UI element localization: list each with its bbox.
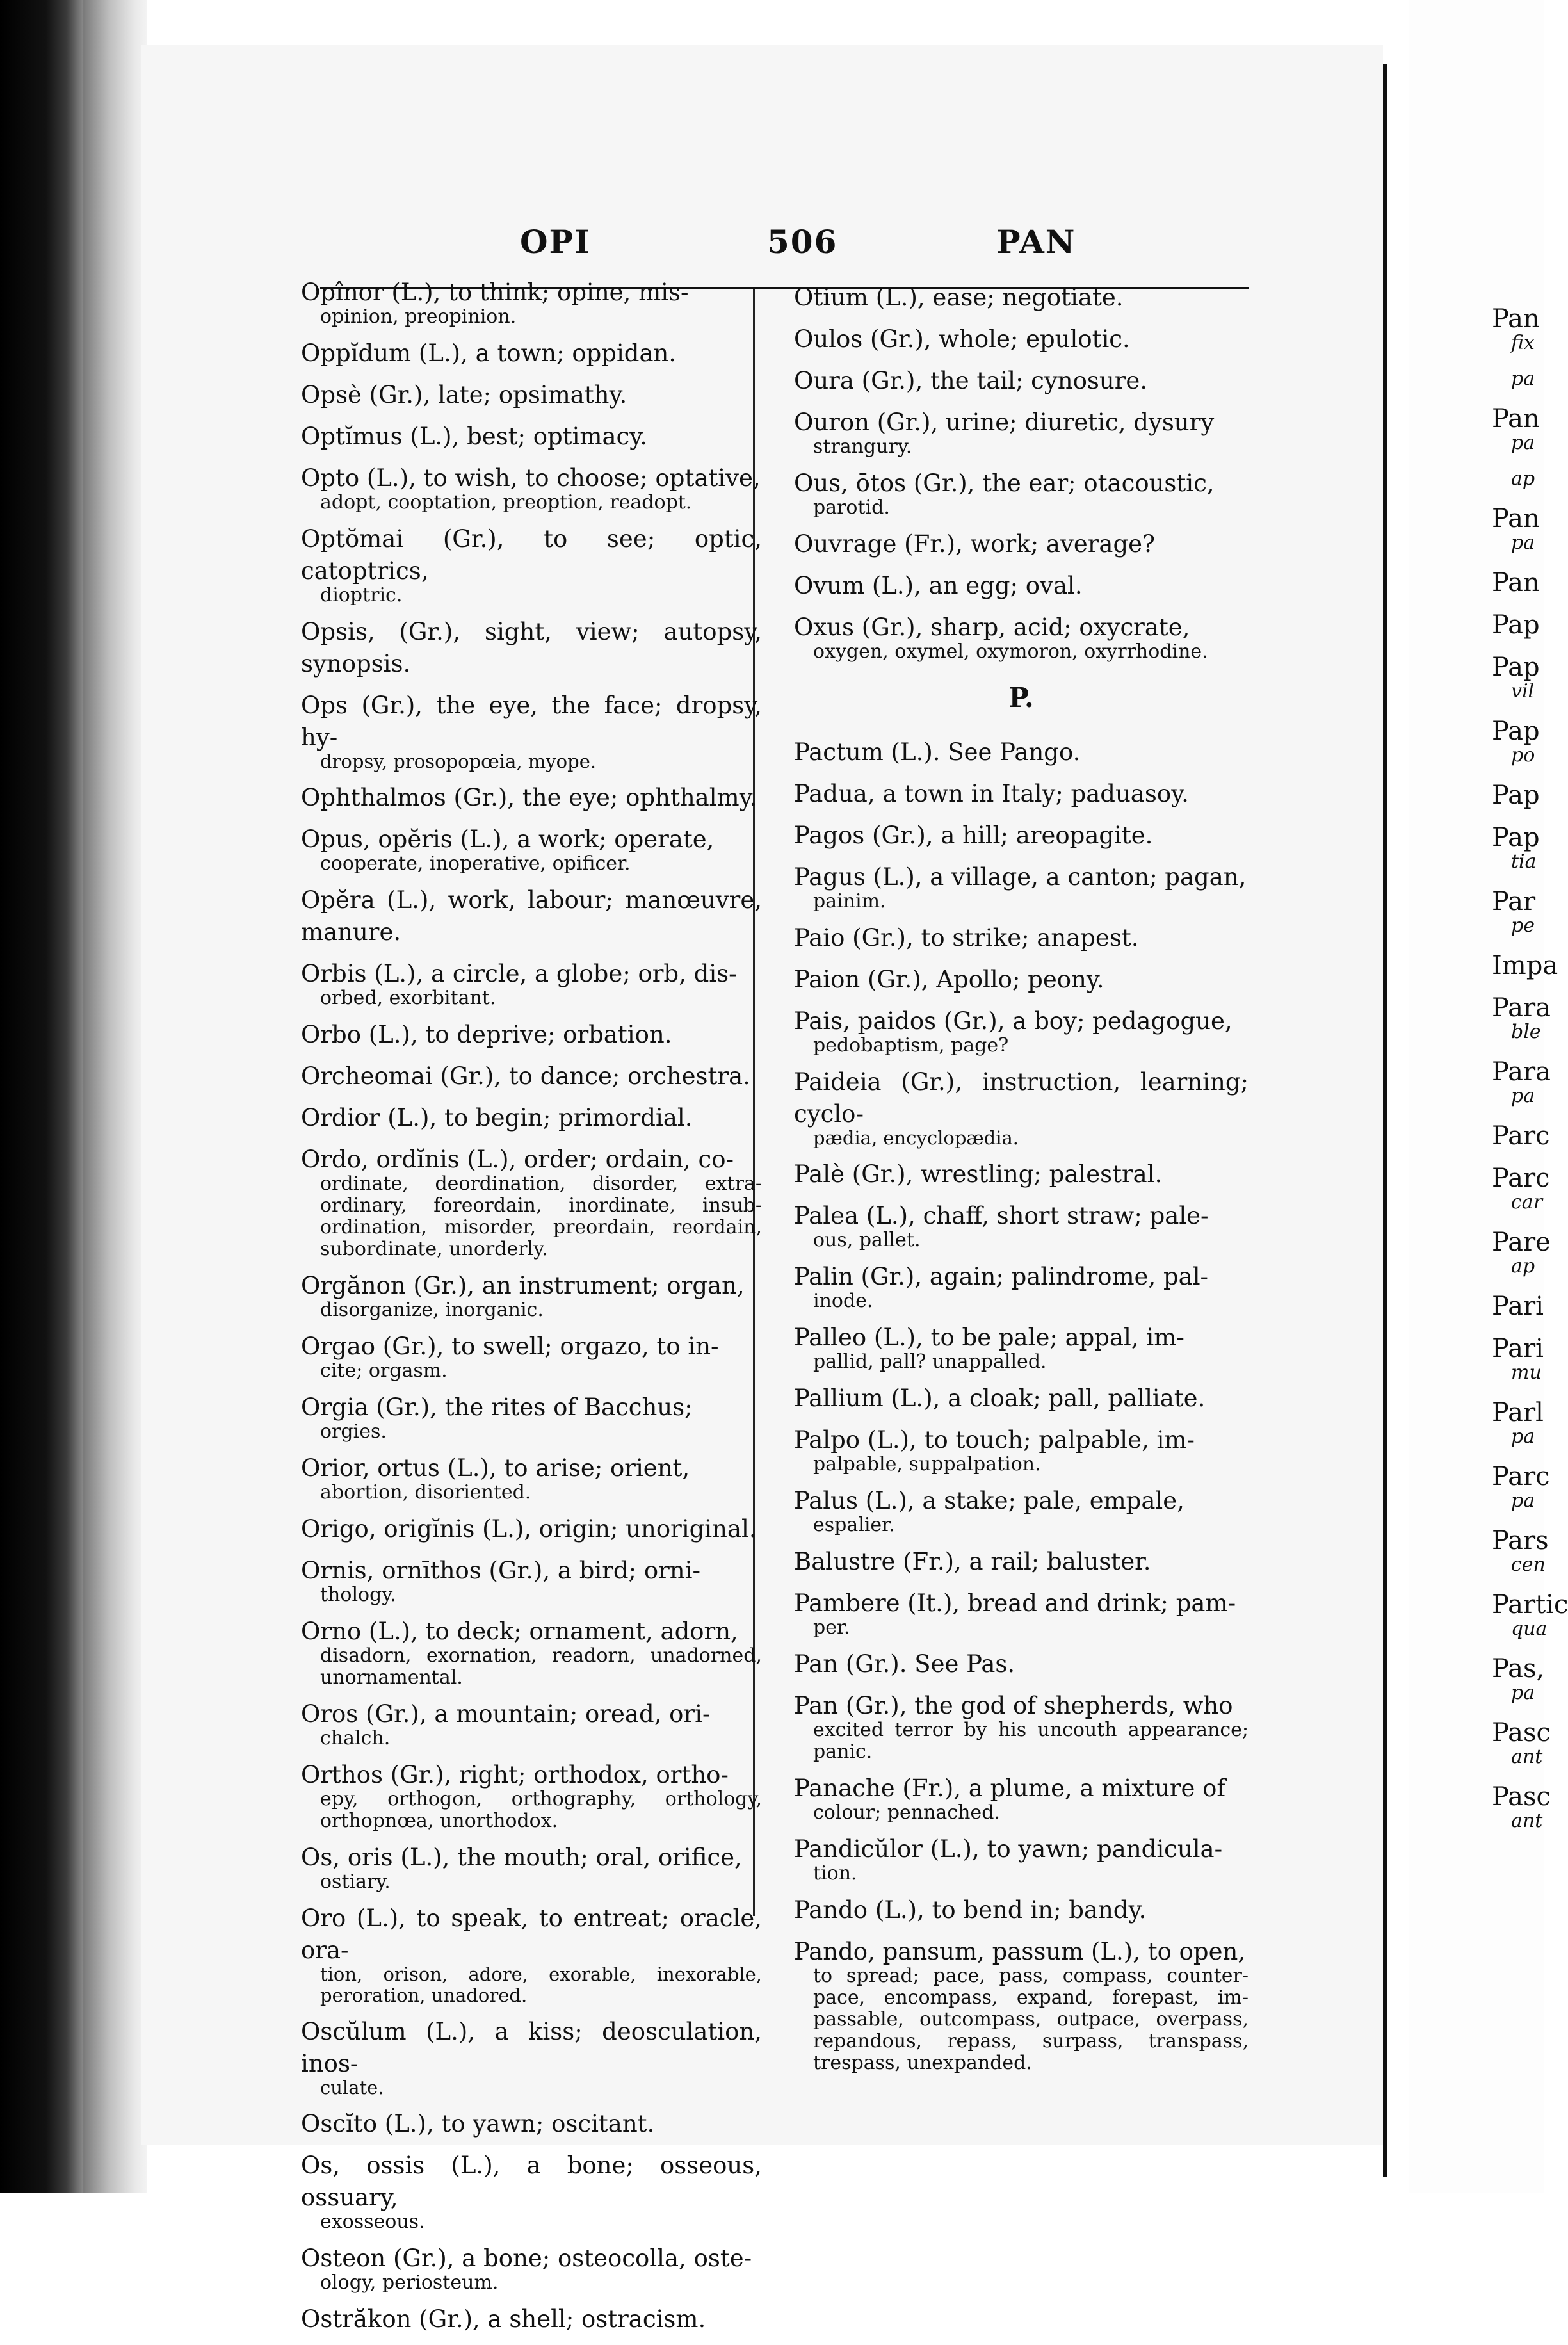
adjacent-page-fragment: cen: [1511, 1554, 1546, 1576]
adjacent-page-fragment: Para: [1492, 1057, 1551, 1087]
entry-headline: Orgănon (Gr.), an instrument; organ,: [301, 1272, 745, 1299]
dictionary-entry: [794, 1158, 1249, 1190]
dictionary-entry: [794, 1261, 1249, 1312]
entry-continuation: disorganize, inorganic.: [320, 1299, 544, 1321]
adjacent-page-fragment: pa: [1511, 1425, 1535, 1448]
entry-continuation: tion, orison, adore, exorable, inexorable, peroration, unadored.: [320, 1963, 762, 2006]
entry-headline: Ovum (L.), an egg; oval.: [794, 572, 1083, 599]
entry-headline: Oura (Gr.), the tail; cynosure.: [794, 367, 1148, 394]
dictionary-entry: [301, 2150, 762, 2233]
entry-continuation: pallid, pall? unappalled.: [813, 1351, 1047, 1373]
entry-headline: Ornis, ornīthos (Gr.), a bird; orni-: [301, 1557, 700, 1584]
dictionary-entry: [794, 1066, 1249, 1149]
dictionary-entry: [301, 1616, 762, 1689]
entry-headline: Orno (L.), to deck; ornament, adorn,: [301, 1618, 738, 1645]
entry-continuation: orbed, exorbitant.: [320, 987, 496, 1009]
entry-headline: Opĕra (L.), work, labour; manœuvre, manure.: [301, 886, 762, 946]
adjacent-page-fragment: Pas,: [1492, 1654, 1545, 1684]
adjacent-page-fragment: Pap: [1492, 653, 1540, 682]
adjacent-page-fragment: Pan: [1492, 504, 1540, 533]
dictionary-entry: [794, 1833, 1249, 1885]
entry-headline: Panache (Fr.), a plume, a mixture of: [794, 1774, 1226, 1802]
entry-headline: Oppĭdum (L.), a town; oppidan.: [301, 339, 677, 367]
entry-headline: Pandicŭlor (L.), to yawn; pandicula-: [794, 1835, 1223, 1863]
adjacent-page-fragment: Pari: [1492, 1292, 1544, 1321]
entry-headline: Optŏmai (Gr.), to see; optic, catoptrics,: [301, 525, 762, 585]
entry-headline: Osteon (Gr.), a bone; osteocolla, oste-: [301, 2244, 752, 2272]
dictionary-entry: [301, 1698, 762, 1749]
dictionary-entry: [301, 1019, 762, 1051]
entry-continuation: culate.: [320, 2077, 384, 2098]
dictionary-entry: [794, 612, 1249, 663]
dictionary-entry: [301, 2303, 762, 2335]
dictionary-entry: [794, 1773, 1249, 1824]
entry-headline: Orthos (Gr.), right; orthodox, ortho-: [301, 1761, 729, 1789]
dictionary-entry: [794, 1936, 1249, 2074]
entry-continuation: excited terror by his uncouth appearance; panic.: [813, 1719, 1249, 1763]
entry-headline: Oros (Gr.), a mountain; oread, ori-: [301, 1700, 711, 1728]
adjacent-page-fragment: Pasc: [1492, 1718, 1551, 1748]
dictionary-entry: [301, 1513, 762, 1545]
entry-headline: Opsis, (Gr.), sight, view; autopsy, synopsis.: [301, 618, 762, 678]
adjacent-page-fragment: Parl: [1492, 1398, 1544, 1427]
dictionary-entry: [794, 922, 1249, 954]
adjacent-page-fragment: Parc: [1492, 1121, 1550, 1151]
dictionary-entry: [794, 1485, 1249, 1536]
entry-headline: Pan (Gr.), the god of shepherds, who: [794, 1692, 1233, 1719]
entry-headline: Ouvrage (Fr.), work; average?: [794, 530, 1155, 558]
entry-headline: Optĭmus (L.), best; optimacy.: [301, 423, 648, 450]
dictionary-entry: [301, 2108, 762, 2140]
adjacent-page-fragment: Pari: [1492, 1334, 1544, 1363]
entry-headline: Pan (Gr.). See Pas.: [794, 1650, 1015, 1678]
adjacent-page-fragment: pa: [1511, 368, 1535, 390]
adjacent-page-fragment: Pan: [1492, 304, 1540, 334]
entry-continuation: inode.: [813, 1290, 873, 1312]
dictionary-entry: [301, 2016, 762, 2098]
entry-headline: Orbis (L.), a circle, a globe; orb, dis-: [301, 960, 737, 987]
adjacent-page-fragment: Pap: [1492, 781, 1540, 810]
adjacent-page-fragment: Parc: [1492, 1164, 1550, 1193]
dictionary-entry: [794, 778, 1249, 810]
entry-headline: Pactum (L.). See Pango.: [794, 738, 1081, 766]
dictionary-entry: [794, 570, 1249, 602]
dictionary-entry: [301, 1555, 762, 1606]
entry-continuation: cooperate, inoperative, opificer.: [320, 852, 631, 875]
entry-continuation: colour; pennached.: [813, 1801, 1000, 1824]
entry-continuation: exosseous.: [320, 2211, 425, 2233]
entry-headline: Oscŭlum (L.), a kiss; deosculation, inos-: [301, 2018, 762, 2077]
dictionary-entry: [301, 782, 762, 814]
dictionary-entry: [301, 379, 762, 411]
adjacent-page-fragment: pe: [1511, 914, 1535, 937]
dictionary-entry: [794, 1546, 1249, 1578]
adjacent-page-fragment: mu: [1511, 1361, 1542, 1384]
dictionary-entry: [301, 1331, 762, 1382]
entry-headline: Ops (Gr.), the eye, the face; dropsy, hy-: [301, 692, 762, 751]
adjacent-page-fragment: Par: [1492, 887, 1536, 916]
adjacent-page-fragment: Pare: [1492, 1228, 1551, 1257]
entry-continuation: to spread; pace, pass, compass, counter-pace, encompass, expand, forepast, im-passable, outcompass, outpace, overpass, repandous, repass, surpass, transpass, trespass, unexpanded.: [813, 1965, 1249, 2074]
dictionary-entry: [301, 1759, 762, 1832]
dictionary-entry: [301, 1144, 762, 1260]
adjacent-page-fragment: Partic: [1492, 1590, 1568, 1619]
entry-headline: Orcheomai (Gr.), to dance; orchestra.: [301, 1062, 750, 1090]
adjacent-page-fragment: Pasc: [1492, 1782, 1551, 1812]
adjacent-page-fragment: tia: [1511, 850, 1537, 873]
dictionary-entry: [794, 528, 1249, 560]
adjacent-page-fragment: ant: [1511, 1810, 1543, 1832]
dictionary-entry: [301, 1060, 762, 1092]
dictionary-entry: [794, 1322, 1249, 1373]
page-number: 506: [767, 223, 838, 261]
adjacent-page-fragment: pa: [1511, 1489, 1535, 1512]
dictionary-entry: [794, 323, 1249, 355]
adjacent-page-fragment: qua: [1511, 1618, 1548, 1640]
adjacent-page-fragment: fix: [1511, 332, 1535, 354]
dictionary-entry: [301, 824, 762, 875]
entry-headline: Os, ossis (L.), a bone; osseous, ossuary,: [301, 2152, 762, 2211]
dictionary-entry: [301, 1842, 762, 1893]
dictionary-entry: [794, 861, 1249, 913]
entry-headline: Pallium (L.), a cloak; pall, palliate.: [794, 1384, 1206, 1412]
entry-headline: Opus, opĕris (L.), a work; operate,: [301, 825, 715, 853]
entry-headline: Pagos (Gr.), a hill; areopagite.: [794, 822, 1153, 849]
dictionary-entry: [301, 616, 762, 680]
dictionary-entry: [301, 1452, 762, 1504]
adjacent-page-fragment: pa: [1511, 1682, 1535, 1704]
entry-continuation: cite; orgasm.: [320, 1359, 448, 1382]
dictionary-entry: [301, 1392, 762, 1443]
adjacent-page-fragment: pa: [1511, 531, 1535, 554]
entry-continuation: per.: [813, 1616, 850, 1639]
entry-headline: Ouron (Gr.), urine; diuretic, dysury: [794, 409, 1215, 436]
dictionary-entry: [794, 1648, 1249, 1680]
entry-headline: Orgao (Gr.), to swell; orgazo, to in-: [301, 1333, 719, 1360]
dictionary-entry: [794, 964, 1249, 996]
entry-headline: Ordo, ordĭnis (L.), order; ordain, co-: [301, 1146, 734, 1173]
adjacent-page-fragment: Pars: [1492, 1526, 1549, 1555]
entry-headline: Palleo (L.), to be pale; appal, im-: [794, 1324, 1184, 1351]
adjacent-page-fragment: ap: [1511, 467, 1535, 490]
entry-headline: Palus (L.), a stake; pale, empale,: [794, 1487, 1184, 1514]
entry-headline: Balustre (Fr.), a rail; baluster.: [794, 1548, 1151, 1575]
adjacent-page-fragment: Impa: [1492, 951, 1558, 980]
entry-continuation: strangury.: [813, 435, 912, 458]
entry-continuation: ology, periosteum.: [320, 2271, 499, 2294]
entry-continuation: pedobaptism, page?: [813, 1034, 1009, 1057]
dictionary-entry: [794, 1200, 1249, 1251]
dictionary-entry: [794, 1587, 1249, 1639]
adjacent-page-fragment: Para: [1492, 993, 1551, 1023]
dictionary-entry: [794, 736, 1249, 768]
adjacent-page-fragment: Pan: [1492, 568, 1540, 597]
entry-headline: Pagus (L.), a village, a canton; pagan,: [794, 863, 1247, 891]
entry-headline: Palin (Gr.), again; palindrome, pal-: [794, 1263, 1209, 1290]
entry-headline: Orgia (Gr.), the rites of Bacchus;: [301, 1393, 693, 1421]
dictionary-entry: [794, 1383, 1249, 1415]
entry-headline: Orbo (L.), to deprive; orbation.: [301, 1021, 672, 1048]
adjacent-page-fragment: Pap: [1492, 717, 1540, 746]
entry-headline: Oulos (Gr.), whole; epulotic.: [794, 325, 1130, 353]
adjacent-page-fragment: po: [1511, 744, 1535, 767]
entry-headline: Opînor (L.), to think; opine, mis-: [301, 279, 689, 306]
entry-headline: Palpo (L.), to touch; palpable, im-: [794, 1426, 1195, 1454]
entry-continuation: tion.: [813, 1862, 857, 1885]
entry-headline: Pambere (It.), bread and drink; pam-: [794, 1589, 1236, 1617]
entry-headline: Opsè (Gr.), late; opsimathy.: [301, 381, 627, 409]
dictionary-entry: [301, 958, 762, 1009]
entry-continuation: chalch.: [320, 1727, 391, 1749]
dictionary-entry: [301, 1903, 762, 2006]
entry-headline: Os, oris (L.), the mouth; oral, orifice,: [301, 1844, 742, 1871]
entry-headline: Ophthalmos (Gr.), the eye; ophthalmy.: [301, 784, 757, 811]
entry-continuation: thology.: [320, 1584, 396, 1606]
entry-headline: Oro (L.), to speak, to entreat; oracle, ora-: [301, 1904, 762, 1964]
entry-continuation: dropsy, prosopopœia, myope.: [320, 751, 597, 772]
right-column: [794, 282, 1249, 2084]
section-letter: P.: [1008, 682, 1034, 713]
entry-headline: Orior, ortus (L.), to arise; orient,: [301, 1454, 690, 1482]
entry-headline: Ostrăkon (Gr.), a shell; ostracism.: [301, 2305, 706, 2333]
dictionary-entry: [301, 337, 762, 369]
running-head-left: OPI: [520, 223, 591, 261]
adjacent-page-fragment: ap: [1511, 1255, 1535, 1278]
entry-continuation: dioptric.: [320, 584, 403, 606]
entry-continuation: adopt, cooptation, preoption, readopt.: [320, 491, 692, 514]
entry-continuation: ostiary.: [320, 1870, 391, 1893]
adjacent-page-fragment: pa: [1511, 432, 1535, 454]
entry-headline: Palea (L.), chaff, short straw; pale-: [794, 1202, 1209, 1229]
entry-headline: Pais, paidos (Gr.), a boy; pedagogue,: [794, 1007, 1233, 1035]
running-head-right: PAN: [996, 223, 1076, 261]
entry-headline: Opto (L.), to wish, to choose; optative,: [301, 464, 761, 492]
dictionary-entry: [794, 1690, 1249, 1763]
entry-headline: Otium (L.), ease; negotiate.: [794, 284, 1124, 311]
dictionary-entry: [301, 462, 762, 514]
entry-continuation: epy, orthogon, orthography, orthology, orthopnœa, unorthodox.: [320, 1788, 762, 1832]
entry-headline: Oscĭto (L.), to yawn; oscitant.: [301, 2110, 655, 2138]
dictionary-entry: [301, 277, 762, 328]
dictionary-entry: [301, 2243, 762, 2294]
entry-headline: Ordior (L.), to begin; primordial.: [301, 1104, 693, 1132]
adjacent-page-fragment: pa: [1511, 1085, 1535, 1107]
entry-continuation: ous, pallet.: [813, 1229, 921, 1251]
entry-headline: Paideia (Gr.), instruction, learning; cyclo-: [794, 1068, 1249, 1128]
page-outer-border: [1383, 64, 1387, 2177]
entry-headline: Paio (Gr.), to strike; anapest.: [794, 924, 1139, 952]
adjacent-page-fragment: vil: [1511, 680, 1535, 702]
entry-headline: Padua, a town in Italy; paduasoy.: [794, 780, 1189, 807]
adjacent-page-fragment: Pap: [1492, 823, 1540, 852]
entry-headline: Oxus (Gr.), sharp, acid; oxycrate,: [794, 613, 1190, 641]
dictionary-entry: [301, 690, 762, 772]
adjacent-page-fragment: Pan: [1492, 404, 1540, 434]
entry-continuation: parotid.: [813, 496, 890, 519]
book-binding-edge: [0, 0, 83, 2193]
dictionary-entry: [794, 820, 1249, 852]
dictionary-entry: [301, 1102, 762, 1134]
entry-continuation: pædia, encyclopædia.: [813, 1127, 1019, 1149]
entry-continuation: espalier.: [813, 1514, 895, 1536]
dictionary-entry: [794, 1894, 1249, 1926]
entry-continuation: ordinate, deordination, disorder, extra-ordinary, foreordain, inordinate, insub-ordination, misorder, preordain, reordain, subordinate, unorderly.: [320, 1172, 762, 1260]
entry-headline: Pando (L.), to bend in; bandy.: [794, 1896, 1147, 1924]
dictionary-entry: [794, 365, 1249, 397]
dictionary-entry: [794, 467, 1249, 519]
dictionary-entry: [794, 1005, 1249, 1057]
entry-continuation: disadorn, exornation, readorn, unadorned, unornamental.: [320, 1644, 762, 1689]
right-column-o-entries: [794, 282, 1249, 663]
adjacent-page-fragment: Parc: [1492, 1462, 1550, 1491]
dictionary-entry: [794, 407, 1249, 458]
entry-continuation: painim.: [813, 890, 886, 913]
entry-headline: Origo, origĭnis (L.), origin; unoriginal.: [301, 1515, 757, 1543]
adjacent-page-fragment: ant: [1511, 1746, 1543, 1768]
dictionary-entry: [794, 1424, 1249, 1475]
dictionary-entry: [301, 523, 762, 606]
dictionary-entry: [301, 421, 762, 453]
entry-continuation: abortion, disoriented.: [320, 1481, 531, 1504]
adjacent-page-fragment: ble: [1511, 1021, 1541, 1043]
entry-headline: Palè (Gr.), wrestling; palestral.: [794, 1160, 1163, 1188]
entry-headline: Pando, pansum, passum (L.), to open,: [794, 1938, 1246, 1965]
dictionary-entry: [301, 884, 762, 948]
entry-headline: Paion (Gr.), Apollo; peony.: [794, 966, 1104, 993]
adjacent-page-fragment: car: [1511, 1191, 1543, 1213]
left-column: [301, 277, 762, 2345]
entry-continuation: palpable, suppalpation.: [813, 1453, 1041, 1475]
entry-continuation: opinion, preopinion.: [320, 305, 517, 328]
entry-continuation: orgies.: [320, 1420, 387, 1443]
adjacent-page-fragment: Pap: [1492, 610, 1540, 640]
right-column-p-entries: [794, 736, 1249, 2074]
page-gutter-shadow: [83, 0, 147, 2193]
entry-headline: Ous, ōtos (Gr.), the ear; otacoustic,: [794, 469, 1215, 497]
dictionary-entry: [301, 1270, 762, 1321]
entry-continuation: oxygen, oxymel, oxymoron, oxyrrhodine.: [813, 640, 1208, 663]
dictionary-entry: [794, 282, 1249, 314]
